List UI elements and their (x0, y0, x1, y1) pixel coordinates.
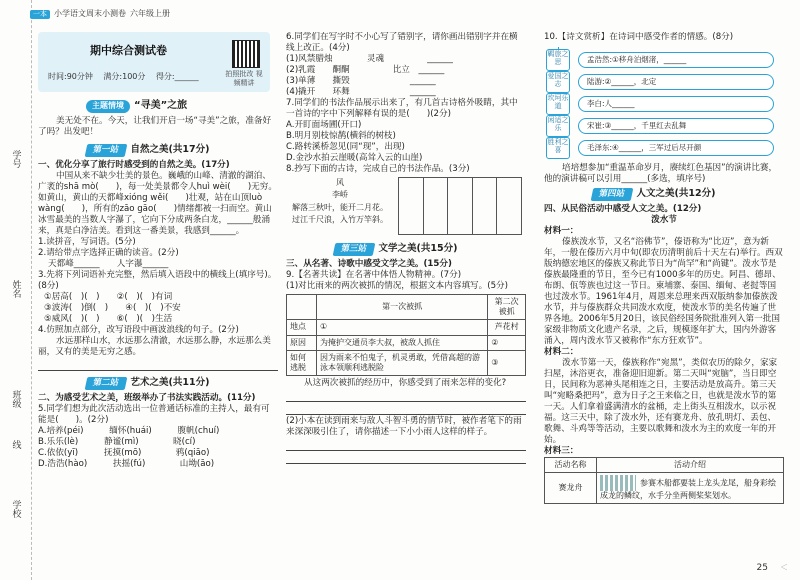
table-row-label: 地点 (287, 320, 317, 335)
question-3: 3.先将下列词语补充完整，然后填入语段中的横线上(填序号)。(8分) (38, 269, 277, 291)
question-9-2: (2)小本在读到雨来与敌人斗智斗勇的情节时，被作者笔下的雨来深深吸引住了，请你描述一下小小雨人这样的样子。 (286, 416, 522, 438)
poem-fill-row[interactable]: 陆游:②______，北定 (578, 74, 774, 90)
emotion-node: 羁旅之思 (546, 49, 570, 71)
table-header-2: 第二次被抓 (488, 294, 526, 319)
poem-title: 风 (336, 178, 344, 187)
activity-table (544, 457, 784, 504)
binding-label-xingming: 姓名 (10, 280, 21, 298)
material-1-label: 材料一： (544, 225, 579, 236)
exam-title-box (38, 32, 270, 92)
question-6-d: (4)撬开 环舞 ______ (286, 87, 436, 97)
poem-fill-row[interactable]: 李白:人______ (578, 96, 774, 112)
theme-bar (86, 100, 278, 113)
table-header-1: 第一次被抓 (317, 294, 488, 319)
station-3-name: 文学之美(共15分) (378, 243, 458, 255)
brand-tag: 一本 (30, 10, 50, 19)
table-header: 活动介绍 (597, 457, 784, 472)
station-2-header (86, 377, 278, 390)
question-10-note: 培培想参加“重温革命岁月，赓续红色基因”的演讲比赛，他的演讲稿可以引用______(多选，填序号) (544, 163, 778, 184)
column-left (38, 32, 278, 572)
station-1-name: 自然之美(共17分) (130, 144, 210, 156)
question-1: 1.读拼音，写词语。(5分) (38, 236, 136, 247)
activity-desc: 参赛木船都要装上龙头龙尾，船身彩绘成龙的鳞纹，水手分坐两侧桨桨划水。 (600, 478, 776, 501)
emotion-node: 坎坷乐道 (546, 93, 570, 115)
question-2-options: 天都峰______ 人字瀑______ (48, 258, 169, 269)
table-cell: 芦花村 (488, 320, 526, 335)
question-5-option-b: B.乐乐(lè) 静谧(mì) 晓(cí) (38, 436, 196, 447)
question-3-row-b: ③波涛( )倒( ) ④( )( )不安 (44, 302, 181, 313)
table-cell (597, 473, 784, 504)
poem-block (290, 177, 390, 227)
answer-line[interactable] (286, 403, 526, 415)
question-2: 2.请给带点字选择正确的读音。(2分) (38, 247, 179, 258)
question-7-d: D.金沙水拍云崖暖(高耸入云的山崖) (286, 153, 423, 163)
station-3-tag: 第三站 (333, 243, 375, 256)
page-number: 25 (756, 563, 768, 573)
question-4: 4.仿照加点部分，改写语段中画波浪线的句子。(2分) (38, 324, 239, 335)
question-5-option-c: C.依依(yī) 抚摸(mō) 鸦(qiāo) (38, 447, 210, 458)
question-6: 6.同学们在写字时不小心写了错别字，请你画出错别字并在横线上改正。(4分) (286, 32, 518, 53)
exam-got: 得分:______ (155, 72, 199, 81)
question-5: 5.同学们想为此次活动选出一位普通话标准的主持人，最有可能是( )。(2分) (38, 403, 270, 425)
table-cell-blank[interactable]: ① (317, 320, 488, 335)
station-4-tag: 第四站 (591, 188, 633, 201)
theme-name: “寻美”之旅 (134, 100, 188, 111)
binding-label-xian: 线 (10, 440, 21, 449)
binding-label-xuehao: 学号 (10, 150, 21, 168)
station-4-header (592, 188, 784, 201)
question-3-row-a: ①居高( )( ) ②( )( )有词 (44, 291, 173, 302)
question-7-a: A.开盯面场圃(开口) (286, 120, 362, 130)
table-row-label: 如何逃脱 (287, 350, 317, 375)
station-4-name: 人文之美(共12分) (636, 188, 716, 200)
table-cell: 因为雨来不怕鬼子，机灵勇敢，凭借高超的游泳本领顺利逃脱险 (317, 350, 488, 375)
section-3-title: 三、从名著、诗歌中感受文学之美。(15分) (286, 258, 452, 269)
answer-line[interactable] (286, 439, 526, 451)
question-6-a: (1)风禁腊烛 灵魂 ______ (286, 54, 453, 64)
station-1-tag: 第一站 (85, 144, 127, 157)
question-9: 9.【名著共读】在名著中体悟人物精神。(7分) (286, 269, 462, 280)
table-corner (287, 294, 317, 319)
question-10: 10.【诗文赏析】在诗词中感受作者的情感。(8分) (544, 32, 734, 42)
answer-line[interactable] (286, 390, 526, 402)
emotion-node: 爱国之志 (546, 71, 570, 93)
question-8: 8.抄写下面的古诗，完成自己的书法作品。(3分) (286, 164, 470, 174)
poem-emotion-diagram (544, 47, 784, 159)
exam-score: 满分:100分 (103, 72, 146, 81)
answer-line[interactable] (286, 452, 526, 464)
question-9-1: (1)对比雨来的两次被抓的情况，根据文本内容填写。(5分) (286, 280, 509, 291)
emotion-node: 闲适之乐 (546, 115, 570, 137)
question-4-example: 水远那样山水，水远那么清澈，水远那么静，水远那么美丽，又有的美是无穷之感。 (38, 335, 271, 357)
calligraphy-grid[interactable] (398, 177, 522, 235)
table-row-label: 原因 (287, 335, 317, 350)
binding-label-xuexiao: 学校 (10, 500, 21, 518)
qr-code-icon[interactable] (232, 40, 260, 68)
table-cell: 赛龙舟 (545, 473, 597, 504)
material-2-label: 材料二： (544, 346, 579, 357)
station-1-header (86, 144, 278, 157)
question-6-b: (2)乳霞 酮酮 比立 ______ (286, 65, 445, 75)
theme-tag: 主题情境 (86, 100, 130, 112)
poem-fill-row[interactable]: 孟浩然:①移舟泊烟渚，______ (578, 52, 774, 68)
page-mark: ＜ (780, 563, 788, 572)
table-cell-blank[interactable]: ② (488, 335, 526, 350)
question-5-option-d: D.浩浩(hào) 扶摇(fú) 山坳(āo) (38, 458, 215, 469)
material-3-label: 材料三： (544, 445, 579, 456)
table-cell-blank[interactable]: ③ (488, 350, 526, 375)
question-7-c: C.路转溪桥忽见(同“现”，出现) (286, 142, 405, 152)
poem-line-2: 过江千尺浪，入竹万竿斜。 (292, 215, 388, 225)
station-3-header (334, 243, 526, 256)
question-6-c: (3)单薄 撕毁 ______ (286, 76, 436, 86)
table-cell: 为掩护交通员李大叔，被敌人抓住 (317, 335, 488, 350)
emotion-node: 胜利之喜 (546, 137, 570, 159)
binding-margin (0, 0, 32, 580)
section-1-passage: 中国从来不缺少壮美的景色。巍峨的山峰、清澈的湖泊、广袤的shā mò( )，每一处美景都令人huì wèi( )无穷。如黄山，黄山的天都峰xióng wěi( )壮观，站在山顶luò wàng( )，所有的zāo gāo( )情绪都被一扫而空。黄山冰雪最美的当数人字瀑了，它向下分成两条白龙，______般涌来，真是白净洁美。看到这一番美景，我感到______。 (38, 170, 277, 236)
binding-label-banji: 班级 (10, 390, 21, 408)
section-1-title: 一、优化分享了旅行时感受到的自然之美。(17分) (38, 159, 230, 170)
poem-fill-row[interactable]: 宋崔:③______，千里红去乱舞 (578, 118, 774, 134)
station-2-name: 艺术之美(共11分) (130, 377, 210, 389)
question-5-option-a: A.培养(péi) 缅怀(huái) 腹帆(chuí) (38, 425, 220, 436)
section-2-title: 二、为感受艺术之美，班级举办了书法实践活动。(11分) (38, 392, 256, 403)
material-1-text: 傣族泼水节，又名“浴佛节”，傣语称为“比迈”，意为新年，一般在傣历六月中旬(即农历清明前后十天左右)举行。西双版纳德宏地区的傣族又称此节日为“尚罕”和“尚键”。泼水节是傣族最隆重的节日，至今已有1000多年的历史。阿昌、德昂、布朗、佤等族也过这一节日。柬埔寨、泰国、缅甸、老挝等国也过泼水节。1961年4月，周恩来总理来西双版纳参加傣族泼水节，并与傣族群众共同泼水欢度，使泼水节的美名传遍了世界各地。2006年5月20日，该民俗经国务院批准列入第一批国家级非物质文化遗产名录，之后，规模逐年扩大，国内外游客涌入，周内泼水节又被称作“东方狂欢节”。 (544, 236, 783, 346)
grade-label: 六年级上册 (130, 9, 170, 18)
column-middle (286, 32, 526, 572)
exam-info (48, 72, 199, 82)
exam-time: 时间:90分钟 (48, 72, 93, 81)
column-right (544, 32, 784, 572)
station-2-tag: 第二站 (85, 377, 127, 390)
poem-area (286, 175, 526, 237)
material-2-text: 泼水节第一天，傣族称作“宛黑”，类似农历的除夕，家家扫屋，沐浴更衣，准备迎旧迎新。第二天叫“宛脑”，当日即空日，民间称为恶神头尾相连之日，主要活动是放高升。第三天叫“宛略桑把玛”，意为日子之王来临之日，也就是泼水节的第一天。人们拿着盛满清水的盆桶，走上街头互相泼水，以示祝福。这三天中，除了泼水外，还有赛龙舟、放孔明灯、丢包、歌舞、斗鸡等等活动，主要以歌舞和泼水为主的欢度一年的开始。 (544, 357, 778, 445)
question-3-row-c: ⑤威风( )( ) ⑥( )( )生活 (44, 313, 173, 324)
question-7-b: B.明月别枝惊鹊(横斜的树枝) (286, 131, 396, 141)
table-header: 活动名称 (545, 457, 597, 472)
material-title: 泼水节 (651, 214, 677, 225)
poem-fill-row[interactable]: 毛泽东:④______，三军过后尽开颜 (578, 140, 774, 156)
question-9-note: 从这两次被抓的经历中，你感受到了雨来怎样的变化? (304, 378, 507, 389)
poem-author: 李峤 (332, 190, 348, 200)
answer-line[interactable] (38, 359, 278, 371)
question-7: 7.同学们的书法作品展示出来了，有几首古诗格外吸睛，其中一首诗的字中下列解释有误的是( )(2分) (286, 98, 518, 119)
book-title: 小学语文周末小测卷 (54, 9, 126, 18)
dragon-boat-image (600, 475, 636, 491)
exam-title: 期中综合测试卷 (90, 44, 167, 57)
section-4-title: 四、从民俗活动中感受人文之美。(12分) (544, 203, 702, 214)
running-header (30, 9, 170, 19)
qr-caption: 拍照批改 视频精讲 (225, 70, 263, 87)
intro-text: 美无处不在。今天，让我们开启一场“寻美”之旅，准备好了吗？出发吧！ (38, 115, 272, 137)
comparison-table (286, 294, 526, 376)
poem-line-1: 解落三秋叶，能开二月花。 (292, 202, 388, 212)
